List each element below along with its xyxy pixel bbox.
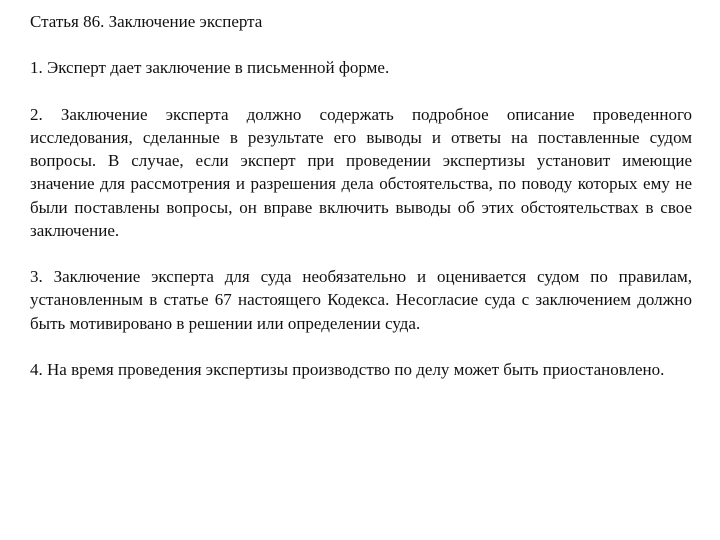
- paragraph-4: 4. На время проведения экспертизы производство по делу может быть приостановлено.: [30, 359, 665, 379]
- article-title: Статья 86. Заключение эксперта: [30, 12, 263, 31]
- document-page: [30, 4, 692, 404]
- paragraph-1: 1. Эксперт дает заключение в письменной форме.: [30, 58, 390, 78]
- paragraph-2: 2. Заключение эксперта должно содержать подробное описание проведенного исследования, сделанные в результате его выводы и ответы на поставленные судом вопросы. В случае, если эксперт при проведении экспертизы установит имеющие значение для рассмотрения и разрешения дела обстоятельства, по поводу которых ему не были поставлены вопросы, он вправе включить выводы об этих обстоятельствах в свое заключение.: [30, 104, 692, 240]
- paragraph-3: 3. Заключение эксперта для суда необязательно и оценивается судом по правилам, установленным в статье 67 настоящего Кодекса. Несогласие суда с заключением должно быть мотивировано в решении или определении суда.: [30, 267, 692, 333]
